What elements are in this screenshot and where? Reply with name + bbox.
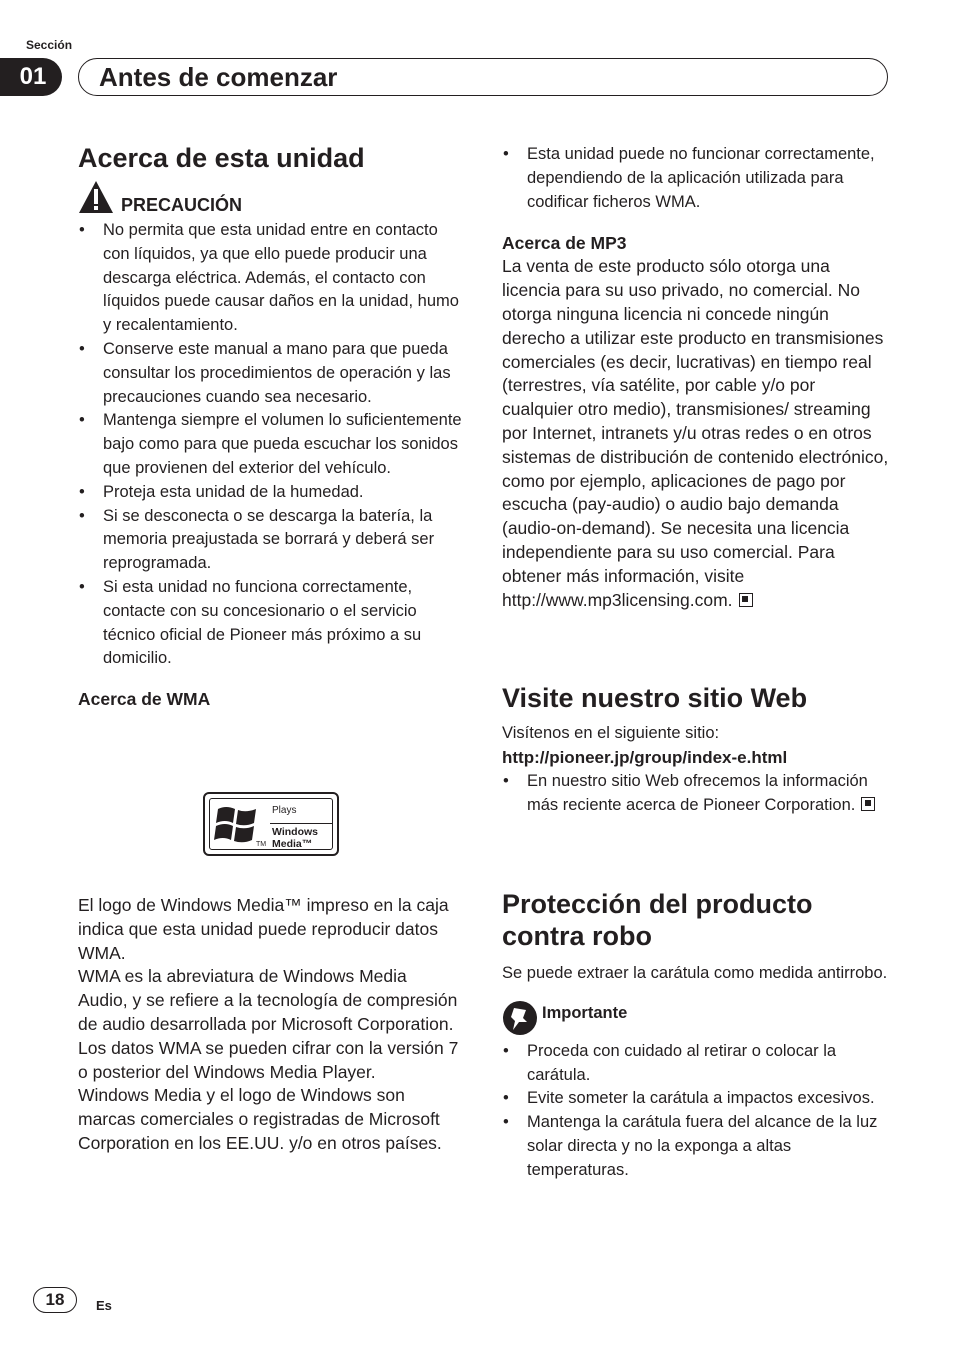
paragraph: Windows Media y el logo de Windows son marcas comerciales o registradas de Microsoft Corporation en los EE.UU. y/o en otros países. (78, 1085, 442, 1153)
caution-label: PRECAUCIÓN (121, 195, 243, 215)
logo-frame (209, 798, 333, 850)
list-item: • Mantenga siempre el volumen lo suficientemente bajo como para que pueda escuchar los sonidos que provienen del exterior del vehículo. (78, 409, 463, 480)
paragraph: El logo de Windows Media™ impreso en la caja indica que esta unidad puede reproducir datos WMA. (78, 895, 449, 963)
paragraph: WMA es la abreviatura de Windows Media Audio, y se refiere a la tecnología de compresión de audio desarrollada por Microsoft Corporation. Los datos WMA se pueden cifrar con la versión 7 o posterior del Windows Media Player. (78, 966, 459, 1082)
windows-flag-icon (214, 803, 260, 847)
warning-triangle-icon (78, 180, 114, 214)
list-item: • No permita que esta unidad entre en contacto con líquidos, ya que ello puede producir una descarga eléctrica. Además, el contacto con líquidos puede causar daños en la unidad, humo y recalentamiento. (78, 219, 463, 338)
section-title-theft (502, 888, 890, 952)
section-title-website: Visite nuestro sitio Web (502, 683, 808, 713)
caution-list (78, 219, 463, 671)
language-code: Es (96, 1298, 112, 1313)
list-item-text: En nuestro sitio Web ofrecemos la información más reciente acerca de Pioneer Corporation. (527, 771, 868, 814)
stop-square-icon (739, 593, 753, 607)
section-label: Sección (26, 38, 73, 52)
pin-icon (502, 1000, 538, 1036)
theft-list (502, 1040, 890, 1183)
left-column (78, 142, 463, 711)
list-item: • Conserve este manual a mano para que pueda consultar los procedimientos de operación y las precauciones cuando sea necesario. (78, 338, 463, 409)
right-column (502, 143, 890, 612)
stop-square-icon (861, 797, 875, 811)
windows-media-logo (203, 792, 339, 856)
list-item: • Evite someter la carátula a impactos excesivos. (502, 1087, 890, 1111)
list-item: • Esta unidad puede no funcionar correctamente, dependiendo de la aplicación utilizada para codificar ficheros WMA. (502, 143, 890, 214)
section-title-theft-line2: contra robo (502, 921, 653, 951)
important-label: Importante (542, 1003, 628, 1022)
list-item: • Si se desconecta o se descarga la batería, la memoria preajustada se borrará y deberá ser reprogramada. (78, 505, 463, 576)
list-item: • Mantenga la carátula fuera del alcance de la luz solar directa y no la exponga a altas temperaturas. (502, 1111, 890, 1182)
website-intro: Visítenos en el siguiente sitio: (502, 724, 720, 742)
mp3-heading: Acerca de MP3 (502, 233, 627, 254)
mp3-text (502, 255, 890, 612)
section-title-theft-line1: Protección del producto (502, 889, 813, 919)
logo-name (272, 826, 318, 850)
wma-bullet-list (502, 143, 890, 214)
caution-heading (78, 180, 463, 220)
section-number: 01 (0, 58, 62, 96)
logo-plays-text: Plays (272, 805, 297, 816)
wma-heading: Acerca de WMA (78, 689, 211, 710)
website-bullet-list (502, 770, 890, 818)
list-item: • Si esta unidad no funciona correctamente, contacte con su concesionario o el servicio técnico oficial de Pioneer más próximo a su domicilio. (78, 576, 463, 671)
theft-intro: Se puede extraer la carátula como medida antirrobo. (502, 964, 888, 982)
chapter-title (78, 58, 888, 96)
logo-tm: TM (256, 841, 267, 848)
mp3-paragraph: La venta de este producto sólo otorga una licencia para su uso privado, no comercial. No otorga ninguna licencia ni concede ningún derecho a utilizar este producto en transmisiones comerciales (es decir, lucrativas) en tiempo real (terrestres, vía satélite, por cable y/o por cualquier otro medio), transmisiones/ streaming por Internet, intranets y/u otras redes o en otros sistemas de distribución de contenido electrónico, como por ejemplo, aplicaciones de pago por escucha (pay-audio) o audio bajo demanda (audio-on-demand). Se necesita una licencia independiente para su uso comercial. Para obtener más información, visite (502, 256, 889, 586)
list-item: • Proteja esta unidad de la humedad. (78, 481, 463, 505)
theft-section (502, 888, 890, 1183)
list-item: • Proceda con cuidado al retirar o colocar la carátula. (502, 1040, 890, 1088)
website-section (502, 682, 890, 817)
page-number: 18 (33, 1287, 77, 1313)
logo-divider (270, 823, 332, 824)
list-item (502, 770, 890, 818)
chapter-title-text: Antes de comenzar (99, 61, 338, 92)
mp3-url: http://www.mp3licensing.com. (502, 589, 733, 610)
section-title-about-unit: Acerca de esta unidad (78, 143, 365, 173)
logo-name-line2: Media™ (272, 838, 313, 850)
wma-paragraphs (78, 894, 460, 1156)
logo-name-line1: Windows (272, 826, 318, 838)
important-heading (502, 1000, 890, 1040)
website-url[interactable]: http://pioneer.jp/group/index-e.html (502, 747, 788, 767)
